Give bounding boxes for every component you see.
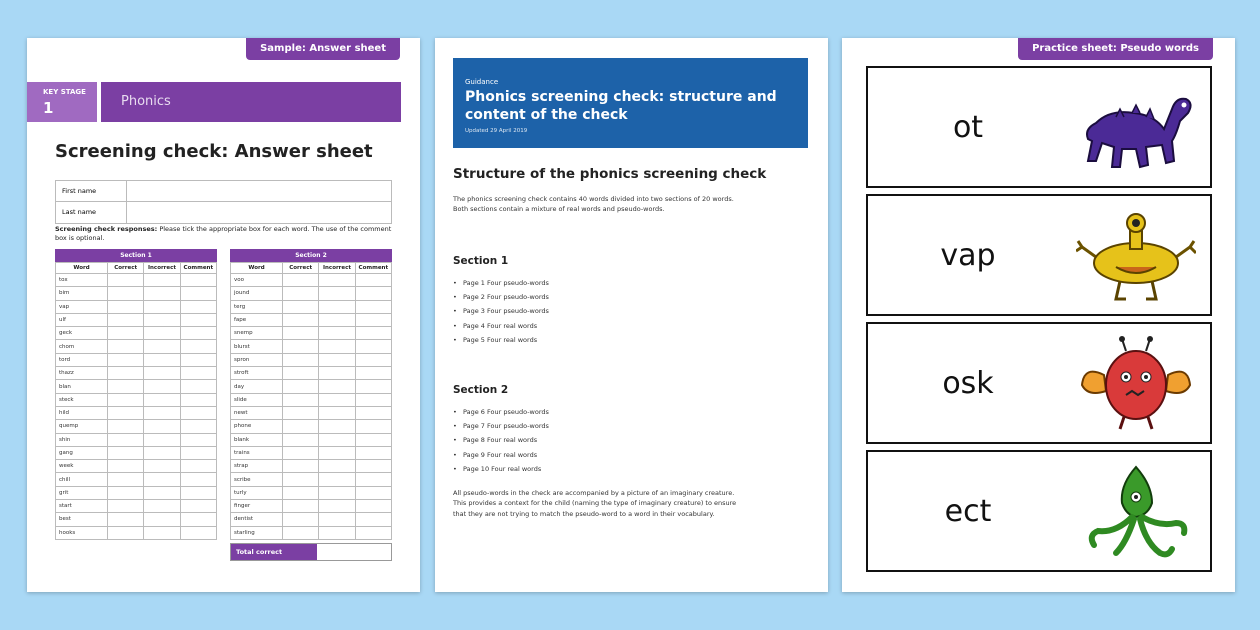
incorrect-cell[interactable]	[319, 274, 355, 287]
word-cell: start	[56, 500, 108, 513]
correct-cell[interactable]	[108, 446, 144, 459]
correct-cell[interactable]	[108, 287, 144, 300]
comment-cell[interactable]	[180, 420, 216, 433]
table-row	[231, 274, 392, 287]
list-item: • Page 10 Four real words	[453, 465, 549, 479]
word-cell: tox	[56, 274, 108, 287]
incorrect-cell[interactable]	[319, 287, 355, 300]
incorrect-cell[interactable]	[319, 340, 355, 353]
comment-cell[interactable]	[180, 327, 216, 340]
correct-cell[interactable]	[283, 500, 319, 513]
incorrect-cell[interactable]	[319, 353, 355, 366]
table-row	[56, 367, 217, 380]
table-row	[56, 420, 217, 433]
guidance-page	[435, 38, 828, 592]
table-row	[231, 446, 392, 459]
list-item: • Page 3 Four pseudo-words	[453, 307, 549, 321]
word-cell: grit	[56, 486, 108, 499]
comment-cell[interactable]	[355, 300, 391, 313]
word-cell: dentist	[231, 513, 283, 526]
word-cell: blan	[56, 380, 108, 393]
section-2-grid	[230, 262, 392, 540]
correct-cell[interactable]	[283, 526, 319, 539]
name-box	[55, 180, 392, 224]
word-cell: quemp	[56, 420, 108, 433]
correct-cell[interactable]	[108, 473, 144, 486]
guidance-label: Guidance	[465, 78, 499, 86]
word-cell: newt	[231, 406, 283, 419]
intro-line-2: Both sections contain a mixture of real words and pseudo-words.	[453, 205, 665, 214]
correct-cell[interactable]	[283, 380, 319, 393]
section-1-list	[453, 279, 549, 350]
comment-cell[interactable]	[180, 486, 216, 499]
table-row	[56, 486, 217, 499]
section-1-heading: Section 1	[453, 255, 509, 267]
intro-line-1: The phonics screening check contains 40 words divided into two sections of 20 words.	[453, 195, 734, 203]
first-name-row	[56, 181, 391, 202]
word-card-osk	[866, 322, 1212, 444]
comment-cell[interactable]	[355, 340, 391, 353]
word-cell: snemp	[231, 327, 283, 340]
outro-paragraph	[453, 488, 793, 519]
table-row	[231, 300, 392, 313]
word-cell: stroft	[231, 367, 283, 380]
incorrect-cell[interactable]	[144, 327, 180, 340]
word-cell: week	[56, 460, 108, 473]
list-item: • Page 5 Four real words	[453, 336, 549, 350]
table-row	[231, 353, 392, 366]
pseudo-word: vap	[940, 237, 996, 273]
incorrect-cell[interactable]	[144, 300, 180, 313]
list-item: • Page 8 Four real words	[453, 436, 549, 450]
incorrect-cell[interactable]	[144, 433, 180, 446]
correct-cell[interactable]	[108, 340, 144, 353]
section-1-column-headers	[56, 263, 217, 274]
table-row	[56, 446, 217, 459]
correct-cell[interactable]	[283, 513, 319, 526]
incorrect-cell[interactable]	[144, 500, 180, 513]
incorrect-cell[interactable]	[319, 486, 355, 499]
word-cell: slide	[231, 393, 283, 406]
practice-sheet-page	[842, 38, 1235, 592]
comment-cell[interactable]	[355, 460, 391, 473]
guidance-title-line-1: Phonics screening check: structure and	[465, 89, 777, 105]
word-cell: tord	[56, 353, 108, 366]
column-comment: Comment	[355, 263, 391, 274]
table-row	[231, 406, 392, 419]
pseudo-word: ect	[944, 493, 992, 529]
incorrect-cell[interactable]	[319, 367, 355, 380]
comment-cell[interactable]	[180, 274, 216, 287]
comment-cell[interactable]	[180, 367, 216, 380]
incorrect-cell[interactable]	[319, 313, 355, 326]
comment-cell[interactable]	[180, 460, 216, 473]
table-row	[56, 274, 217, 287]
incorrect-cell[interactable]	[144, 473, 180, 486]
comment-cell[interactable]	[355, 287, 391, 300]
column-comment: Comment	[180, 263, 216, 274]
green-tentacle-creature-icon	[1076, 463, 1196, 563]
word-card-vap	[866, 194, 1212, 316]
total-correct-box	[230, 543, 392, 561]
incorrect-cell[interactable]	[144, 486, 180, 499]
correct-cell[interactable]	[283, 353, 319, 366]
incorrect-cell[interactable]	[144, 340, 180, 353]
word-cell: turly	[231, 486, 283, 499]
comment-cell[interactable]	[180, 393, 216, 406]
incorrect-cell[interactable]	[319, 526, 355, 539]
correct-cell[interactable]	[108, 380, 144, 393]
comment-cell[interactable]	[355, 500, 391, 513]
updated-date: Updated 29 April 2019	[465, 128, 528, 134]
incorrect-cell[interactable]	[319, 473, 355, 486]
correct-cell[interactable]	[108, 500, 144, 513]
last-name-label: Last name	[62, 208, 97, 216]
key-stage-badge	[27, 82, 97, 122]
word-cell: ulf	[56, 313, 108, 326]
table-row	[231, 433, 392, 446]
list-item: • Page 7 Four pseudo-words	[453, 422, 549, 436]
guidance-title-line-2: content of the check	[465, 106, 628, 123]
correct-cell[interactable]	[283, 433, 319, 446]
incorrect-cell[interactable]	[144, 460, 180, 473]
word-cell: finger	[231, 500, 283, 513]
column-correct: Correct	[108, 263, 144, 274]
table-row	[231, 313, 392, 326]
incorrect-cell[interactable]	[144, 287, 180, 300]
answer-sheet-page	[27, 38, 420, 592]
comment-cell[interactable]	[180, 433, 216, 446]
table-row	[231, 460, 392, 473]
pseudo-word: ot	[952, 109, 984, 145]
table-row	[56, 353, 217, 366]
red-winged-creature-icon	[1076, 335, 1196, 435]
comment-cell[interactable]	[180, 473, 216, 486]
word-cell: jound	[231, 287, 283, 300]
word-cell: blank	[231, 433, 283, 446]
comment-cell[interactable]	[355, 473, 391, 486]
incorrect-cell[interactable]	[144, 313, 180, 326]
correct-cell[interactable]	[108, 486, 144, 499]
incorrect-cell[interactable]	[319, 420, 355, 433]
word-cell: thazz	[56, 367, 108, 380]
first-name-label: First name	[62, 187, 97, 195]
incorrect-cell[interactable]	[144, 367, 180, 380]
table-row	[56, 313, 217, 326]
section-2-column-headers	[231, 263, 392, 274]
word-cell: day	[231, 380, 283, 393]
purple-dinosaur-creature-icon	[1076, 79, 1196, 179]
key-stage-label: KEY STAGE	[43, 88, 86, 96]
word-cell: chom	[56, 340, 108, 353]
list-item: • Page 4 Four real words	[453, 322, 549, 336]
outro-line-3: that they are not trying to match the pseudo-word to a word in their vocabulary.	[453, 509, 715, 518]
total-correct-label: Total correct	[231, 544, 317, 560]
word-cell: voo	[231, 274, 283, 287]
answer-sheet-tag: Sample: Answer sheet	[246, 38, 400, 60]
word-cell: blurst	[231, 340, 283, 353]
comment-cell[interactable]	[355, 327, 391, 340]
correct-cell[interactable]	[108, 460, 144, 473]
key-stage-number: 1	[43, 99, 54, 117]
comment-cell[interactable]	[355, 274, 391, 287]
correct-cell[interactable]	[283, 446, 319, 459]
comment-cell[interactable]	[180, 353, 216, 366]
incorrect-cell[interactable]	[319, 500, 355, 513]
word-cell: trains	[231, 446, 283, 459]
word-cell: chill	[56, 473, 108, 486]
table-row	[56, 300, 217, 313]
incorrect-cell[interactable]	[319, 433, 355, 446]
comment-cell[interactable]	[180, 313, 216, 326]
table-row	[56, 473, 217, 486]
comment-cell[interactable]	[180, 300, 216, 313]
correct-cell[interactable]	[108, 313, 144, 326]
structure-heading: Structure of the phonics screening check	[453, 166, 767, 182]
correct-cell[interactable]	[283, 340, 319, 353]
word-cell: starling	[231, 526, 283, 539]
correct-cell[interactable]	[283, 460, 319, 473]
correct-cell[interactable]	[108, 433, 144, 446]
practice-sheet-tag: Practice sheet: Pseudo words	[1018, 38, 1213, 60]
table-row	[231, 500, 392, 513]
comment-cell[interactable]	[180, 406, 216, 419]
section-1-header: Section 1	[55, 249, 217, 262]
correct-cell[interactable]	[283, 300, 319, 313]
comment-cell[interactable]	[180, 446, 216, 459]
word-cell: shin	[56, 433, 108, 446]
subject-banner: Phonics	[101, 82, 401, 122]
column-incorrect: Incorrect	[319, 263, 355, 274]
table-row	[231, 327, 392, 340]
comment-cell[interactable]	[355, 446, 391, 459]
correct-cell[interactable]	[283, 327, 319, 340]
outro-line-1: All pseudo-words in the check are accompanied by a picture of an imaginary creature.	[453, 489, 735, 497]
column-word: Word	[56, 263, 108, 274]
column-correct: Correct	[283, 263, 319, 274]
word-cell: best	[56, 513, 108, 526]
comment-cell[interactable]	[355, 406, 391, 419]
word-cell: fape	[231, 313, 283, 326]
incorrect-cell[interactable]	[144, 446, 180, 459]
correct-cell[interactable]	[108, 353, 144, 366]
guidance-banner	[453, 58, 808, 148]
table-row	[231, 420, 392, 433]
correct-cell[interactable]	[283, 393, 319, 406]
correct-cell[interactable]	[283, 406, 319, 419]
incorrect-cell[interactable]	[319, 380, 355, 393]
incorrect-cell[interactable]	[319, 446, 355, 459]
table-row	[56, 340, 217, 353]
intro-paragraph	[453, 194, 793, 215]
table-row	[56, 287, 217, 300]
word-card-ect	[866, 450, 1212, 572]
word-card-ot	[866, 66, 1212, 188]
word-cell: vap	[56, 300, 108, 313]
table-row	[56, 327, 217, 340]
instructions-text: Please tick the appropriate box for each word. The use of the comment box is optional.	[55, 225, 392, 243]
instructions	[55, 225, 392, 244]
correct-cell[interactable]	[108, 513, 144, 526]
comment-cell[interactable]	[355, 367, 391, 380]
incorrect-cell[interactable]	[319, 513, 355, 526]
correct-cell[interactable]	[283, 486, 319, 499]
incorrect-cell[interactable]	[144, 274, 180, 287]
section-2-heading: Section 2	[453, 384, 509, 396]
section-1-table	[55, 249, 217, 540]
yellow-one-eyed-creature-icon	[1076, 207, 1196, 307]
correct-cell[interactable]	[108, 420, 144, 433]
table-row	[56, 433, 217, 446]
correct-cell[interactable]	[108, 393, 144, 406]
table-row	[231, 340, 392, 353]
table-row	[231, 513, 392, 526]
incorrect-cell[interactable]	[144, 406, 180, 419]
outro-line-2: This provides a context for the child (naming the type of imaginary creature) to ensure	[453, 499, 737, 508]
incorrect-cell[interactable]	[319, 327, 355, 340]
incorrect-cell[interactable]	[319, 393, 355, 406]
comment-cell[interactable]	[355, 353, 391, 366]
comment-cell[interactable]	[180, 513, 216, 526]
correct-cell[interactable]	[108, 300, 144, 313]
comment-cell[interactable]	[355, 433, 391, 446]
list-item: • Page 1 Four pseudo-words	[453, 279, 549, 293]
incorrect-cell[interactable]	[319, 300, 355, 313]
correct-cell[interactable]	[283, 313, 319, 326]
comment-cell[interactable]	[180, 526, 216, 539]
table-row	[56, 500, 217, 513]
incorrect-cell[interactable]	[144, 420, 180, 433]
word-cell: spron	[231, 353, 283, 366]
word-cell: strap	[231, 460, 283, 473]
comment-cell[interactable]	[355, 380, 391, 393]
comment-cell[interactable]	[355, 486, 391, 499]
correct-cell[interactable]	[283, 274, 319, 287]
table-row	[56, 526, 217, 539]
correct-cell[interactable]	[283, 473, 319, 486]
correct-cell[interactable]	[108, 274, 144, 287]
word-cell: scribe	[231, 473, 283, 486]
list-item: • Page 2 Four pseudo-words	[453, 293, 549, 307]
correct-cell[interactable]	[108, 406, 144, 419]
comment-cell[interactable]	[355, 526, 391, 539]
pseudo-word: osk	[942, 365, 994, 401]
word-cell: terg	[231, 300, 283, 313]
comment-cell[interactable]	[180, 500, 216, 513]
table-row	[231, 526, 392, 539]
incorrect-cell[interactable]	[319, 460, 355, 473]
table-row	[231, 380, 392, 393]
table-row	[231, 367, 392, 380]
incorrect-cell[interactable]	[319, 406, 355, 419]
correct-cell[interactable]	[108, 327, 144, 340]
word-cell: bim	[56, 287, 108, 300]
correct-cell[interactable]	[283, 287, 319, 300]
incorrect-cell[interactable]	[144, 380, 180, 393]
incorrect-cell[interactable]	[144, 393, 180, 406]
table-row	[231, 473, 392, 486]
last-name-row	[56, 202, 391, 223]
list-item: • Page 6 Four pseudo-words	[453, 408, 549, 422]
table-row	[56, 406, 217, 419]
column-word: Word	[231, 263, 283, 274]
correct-cell[interactable]	[108, 526, 144, 539]
comment-cell[interactable]	[355, 513, 391, 526]
incorrect-cell[interactable]	[144, 513, 180, 526]
list-item: • Page 9 Four real words	[453, 451, 549, 465]
table-row	[56, 513, 217, 526]
guidance-title	[465, 89, 808, 124]
word-cell: hooks	[56, 526, 108, 539]
correct-cell[interactable]	[283, 420, 319, 433]
incorrect-cell[interactable]	[144, 526, 180, 539]
section-2-list	[453, 408, 549, 479]
comment-cell[interactable]	[180, 380, 216, 393]
comment-cell[interactable]	[355, 313, 391, 326]
table-row	[231, 393, 392, 406]
comment-cell[interactable]	[355, 420, 391, 433]
word-cell: hild	[56, 406, 108, 419]
table-row	[56, 380, 217, 393]
comment-cell[interactable]	[180, 340, 216, 353]
comment-cell[interactable]	[180, 287, 216, 300]
section-1-grid	[55, 262, 217, 540]
word-cell: gang	[56, 446, 108, 459]
table-row	[56, 460, 217, 473]
instructions-bold: Screening check responses:	[55, 225, 158, 233]
section-2-table	[230, 249, 392, 540]
table-row	[231, 287, 392, 300]
comment-cell[interactable]	[355, 393, 391, 406]
correct-cell[interactable]	[108, 367, 144, 380]
section-2-header: Section 2	[230, 249, 392, 262]
answer-sheet-title: Screening check: Answer sheet	[55, 141, 373, 162]
table-row	[231, 486, 392, 499]
column-incorrect: Incorrect	[144, 263, 180, 274]
table-row	[56, 393, 217, 406]
word-cell: phone	[231, 420, 283, 433]
correct-cell[interactable]	[283, 367, 319, 380]
incorrect-cell[interactable]	[144, 353, 180, 366]
word-cell: geck	[56, 327, 108, 340]
word-cell: steck	[56, 393, 108, 406]
